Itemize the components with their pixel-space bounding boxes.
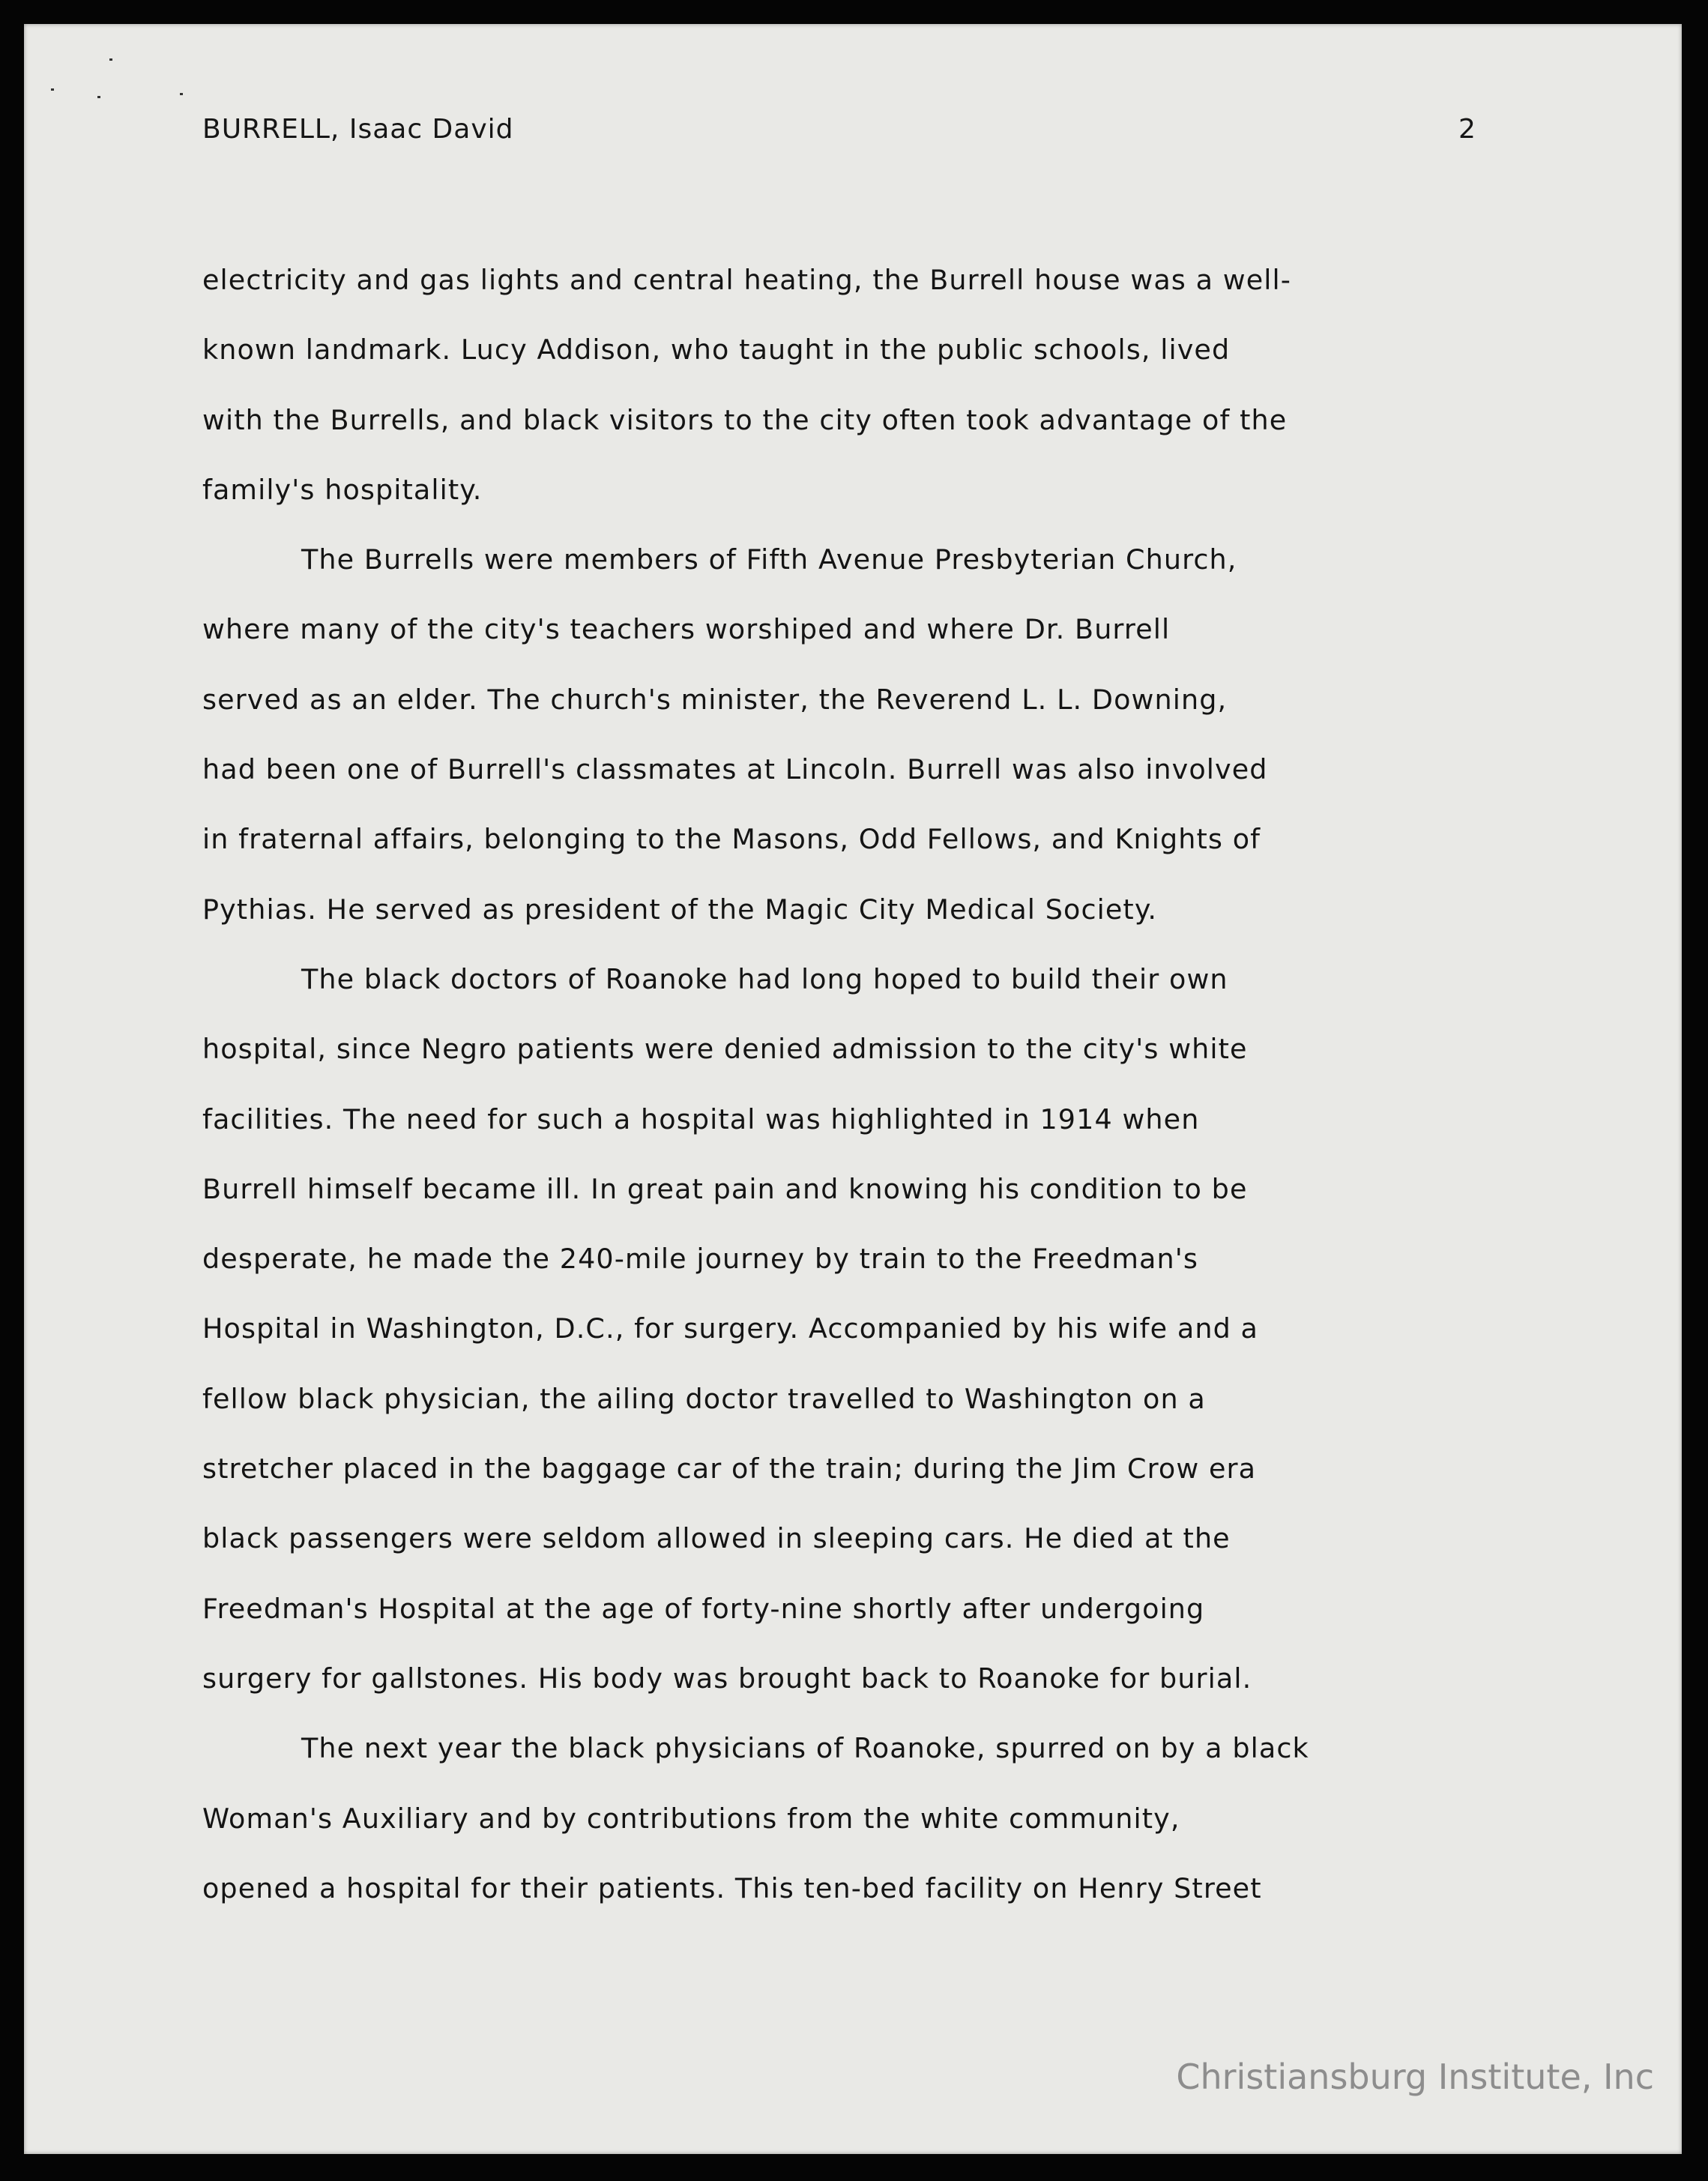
text-line: had been one of Burrell's classmates at Lincoln. Burrell was also involved [202,753,1268,786]
text-line: stretcher placed in the baggage car of the train; during the Jim Crow era [202,1453,1257,1485]
watermark: Christiansburg Institute, Inc [1176,2057,1654,2097]
text-line: family's hospitality. [202,473,483,506]
header-name: BURRELL, Isaac David [202,114,514,145]
paper-speck [180,93,183,95]
text-line: facilities. The need for such a hospital was highlighted in 1914 when [202,1102,1200,1135]
text-line: Woman's Auxiliary and by contributions from the white community, [202,1802,1180,1835]
text-line: Burrell himself became ill. In great pain and knowing his condition to be [202,1172,1248,1205]
text-line: Pythias. He served as president of the Magic City Medical Society. [202,893,1158,926]
text-line: opened a hospital for their patients. This ten-bed facility on Henry Street [202,1871,1262,1904]
text-line: Hospital in Washington, D.C., for surgery. Accompanied by his wife and a [202,1312,1259,1345]
text-line: served as an elder. The church's minister, the Reverend L. L. Downing, [202,683,1228,716]
paper-speck [97,96,100,98]
text-line: fellow black physician, the ailing doctor travelled to Washington on a [202,1382,1206,1415]
document-page [24,24,1682,2154]
text-line: Freedman's Hospital at the age of forty-nine shortly after undergoing [202,1592,1205,1625]
text-line: The next year the black physicians of Roanoke, spurred on by a black [301,1732,1309,1765]
text-line: The black doctors of Roanoke had long hoped to build their own [301,962,1228,995]
text-line: black passengers were seldom allowed in sleeping cars. He died at the [202,1522,1231,1555]
page-number: 2 [1458,114,1476,145]
text-line: where many of the city's teachers worshiped and where Dr. Burrell [202,613,1171,646]
text-line: desperate, he made the 240-mile journey by train to the Freedman's [202,1243,1198,1276]
text-line: in fraternal affairs, belonging to the Masons, Odd Fellows, and Knights of [202,823,1261,856]
text-line: known landmark. Lucy Addison, who taught in the public schools, lived [202,334,1231,366]
body-text [202,245,1551,1923]
text-line: surgery for gallstones. His body was brought back to Roanoke for burial. [202,1662,1252,1695]
text-line: hospital, since Negro patients were denied admission to the city's white [202,1033,1248,1066]
paper-speck [109,58,112,61]
text-line: The Burrells were members of Fifth Avenue Presbyterian Church, [301,543,1237,576]
text-line: with the Burrells, and black visitors to the city often took advantage of the [202,403,1288,436]
text-line: electricity and gas lights and central heating, the Burrell house was a well- [202,264,1292,296]
paper-speck [51,88,54,91]
